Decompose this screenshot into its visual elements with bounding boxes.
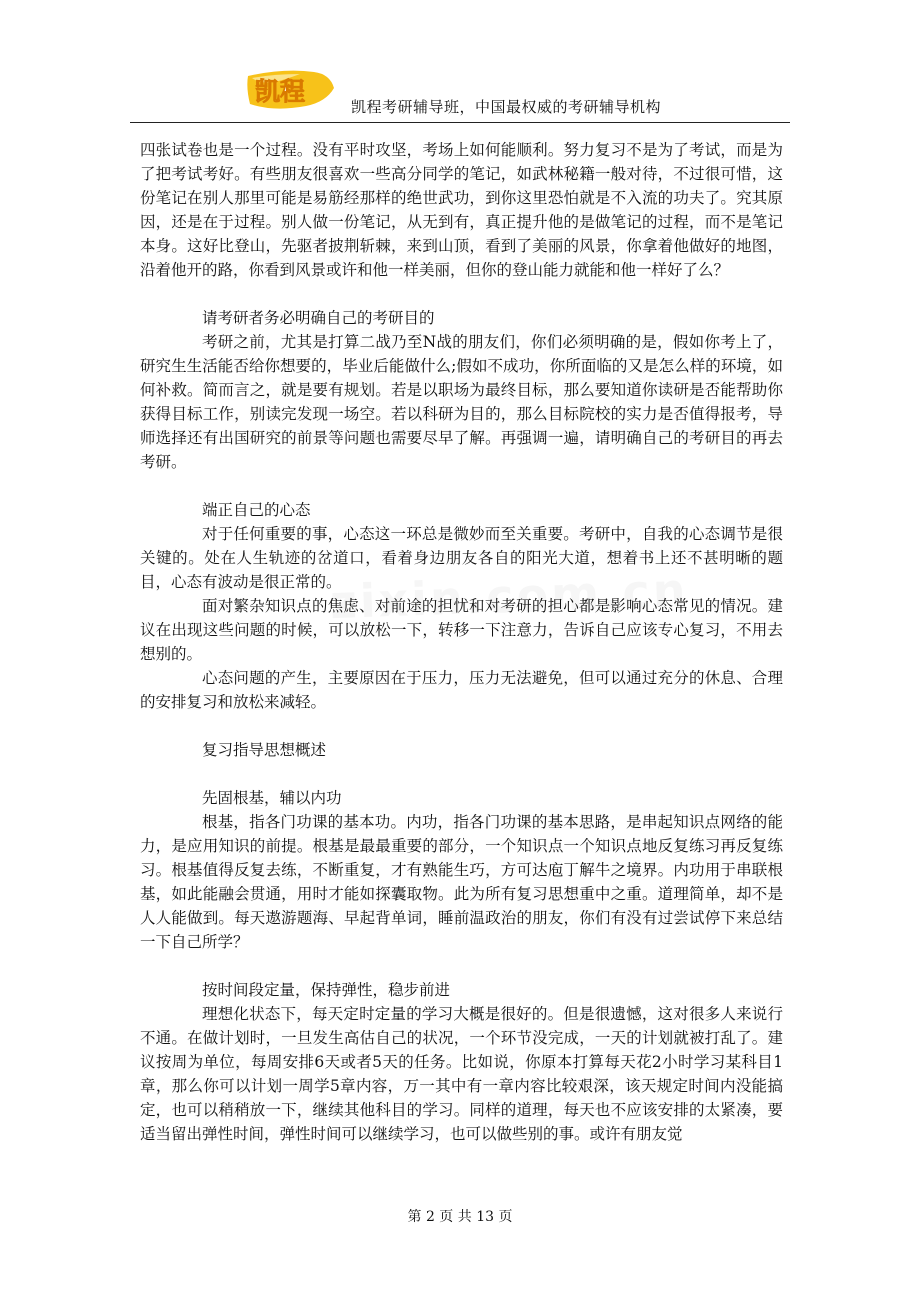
paragraph: 理想化状态下，每天定时定量的学习大概是很好的。但是很遗憾，这对很多人来说行不通。在做计划时，一旦发生高估自己的状况，一个环节没完成，一天的计划就被打乱了。建议按周为单位，每周安排6天或者5天的任务。比如说，你原本打算每天花2小时学习某科目1章，那么你可以计划一周学5章内容，万一其中有一章内容比较艰深，该天规定时间内没能搞定，也可以稍稍放一下，继续其他科目的学习。同样的道理，每天也不应该安排的太紧凑，要适当留出弹性时间，弹性时间可以继续学习，也可以做些别的事。或许有朋友觉 — [140, 1005, 783, 1143]
document-body — [140, 138, 783, 1146]
paragraph: 面对繁杂知识点的焦虑、对前途的担忧和对考研的担心都是影响心态常见的情况。建议在出现这些问题的时候，可以放松一下，转移一下注意力，告诉自己应该专心复习，不用去想别的。 — [140, 597, 783, 663]
subsection-heading: 先固根基，辅以内功 — [202, 789, 342, 807]
paragraph: 对于任何重要的事，心态这一环总是微妙而至关重要。考研中，自我的心态调节是很关键的。处在人生轨迹的岔道口，看着身边朋友各自的阳光大道，想着书上还不甚明晰的题目，心态有波动是很正常的。 — [140, 525, 783, 591]
page-footer: 第 2 页 共 13 页 — [407, 1209, 513, 1225]
header-divider — [130, 122, 790, 123]
paragraph: 心态问题的产生，主要原因在于压力，压力无法避免，但可以通过充分的休息、合理的安排复习和放松来减轻。 — [140, 669, 783, 711]
logo-text: 凯程 — [255, 77, 306, 106]
section-heading: 端正自己的心态 — [202, 501, 311, 519]
subsection-heading: 按时间段定量，保持弹性，稳步前进 — [202, 981, 451, 999]
header-title: 凯程考研辅导班，中国最权威的考研辅导机构 — [351, 98, 662, 116]
paragraph: 考研之前，尤其是打算二战乃至N战的朋友们，你们必须明确的是，假如你考上了，研究生生活能否给你想要的，毕业后能做什么;假如不成功，你所面临的又是怎么样的环境，如何补救。简而言之，就是要有规划。若是以职场为最终目标，那么要知道你读研是否能帮助你获得目标工作，别读完发现一场空。若以科研为目的，那么目标院校的实力是否值得报考，导师选择还有出国研究的前景等问题也需要尽早了解。再强调一遍，请明确自己的考研目的再去考研。 — [140, 333, 783, 471]
paragraph: 根基，指各门功课的基本功。内功，指各门功课的基本思路，是串起知识点网络的能力，是应用知识的前提。根基是最最重要的部分，一个知识点一个知识点地反复练习再反复练习。根基值得反复去练，不断重复，才有熟能生巧，方可达庖丁解牛之境界。内功用于串联根基，如此能融会贯通，用时才能如探囊取物。此为所有复习思想重中之重。道理简单，却不是人人能做到。每天遨游题海、早起背单词，睡前温政治的朋友，你们有没有过尝试停下来总结一下自己所学？ — [140, 813, 783, 951]
page-header — [130, 60, 790, 124]
section-heading: 请考研者务必明确自己的考研目的 — [202, 309, 435, 327]
kaicheng-logo — [244, 68, 336, 112]
section-heading: 复习指导思想概述 — [202, 741, 327, 759]
paragraph: 四张试卷也是一个过程。没有平时攻坚，考场上如何能顺利。努力复习不是为了考试，而是为了把考试考好。有些朋友很喜欢一些高分同学的笔记，如武林秘籍一般对待，不过很可惜，这份笔记在别人那里可能是易筋经那样的绝世武功，到你这里恐怕就是不入流的功夫了。究其原因，还是在于过程。别人做一份笔记，从无到有，真正提升他的是做笔记的过程，而不是笔记本身。这好比登山，先驱者披荆斩棘，来到山顶，看到了美丽的风景，你拿着他做好的地图，沿着他开的路，你看到风景或许和他一样美丽，但你的登山能力就能和他一样好了么？ — [140, 141, 783, 279]
